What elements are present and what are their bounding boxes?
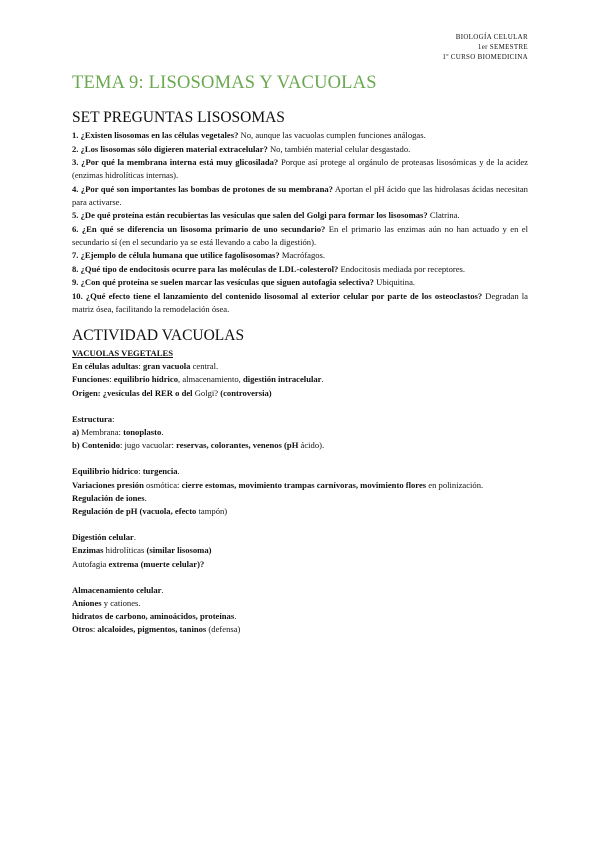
bold-text: digestión intracelular — [242, 374, 322, 385]
bold-text: Equilibrio hídrico — [72, 466, 139, 477]
note-line — [72, 360, 528, 373]
question-item — [72, 263, 528, 276]
question-text: 2. ¿Los lisosomas sólo digieren material extracelular? — [72, 143, 268, 154]
question-text: 9. ¿Con qué proteína se suelen marcar las vesículas que siguen autofagia selectiva? — [72, 277, 374, 287]
bold-text: (controversia) — [220, 387, 272, 398]
bold-text: equilibrio hídrico — [113, 374, 179, 385]
bold-text: Digestión celular — [72, 532, 134, 543]
note-line — [72, 426, 528, 439]
plain-text: (defensa) — [206, 624, 241, 635]
subheading-vacuolas-vegetales: VACUOLAS VEGETALES — [72, 348, 174, 358]
header-semester: 1er SEMESTRE — [477, 43, 528, 51]
bold-text: cierre estomas, movimiento trampas carnívoras, movimiento flores — [181, 479, 427, 490]
bold-text: gran vacuola — [142, 361, 191, 372]
question-text: 1. ¿Existen lisosomas en las células vegetales? — [72, 130, 239, 140]
bold-text: En células adultas — [72, 361, 139, 372]
answer-text: No, aunque las vacuolas cumplen funciones análogas. — [238, 130, 426, 140]
plain-text: hidrolíticas — [103, 545, 147, 556]
plain-text: . — [177, 466, 180, 477]
page-title: TEMA 9: LISOSOMAS Y VACUOLAS — [72, 73, 377, 93]
note-line — [72, 584, 528, 597]
note-line — [72, 479, 528, 492]
plain-text: : — [138, 361, 143, 372]
bold-text: turgencia — [142, 466, 178, 477]
section-heading-lisosomas: SET PREGUNTAS LISOSOMAS — [72, 109, 285, 126]
question-item — [72, 276, 528, 289]
question-item — [72, 183, 528, 209]
question-item — [72, 143, 528, 156]
spacer — [72, 571, 528, 584]
vacuolas-notes — [72, 347, 528, 637]
spacer — [72, 452, 528, 465]
plain-text: tampón) — [196, 506, 228, 517]
question-text: 4. ¿Por qué son importantes las bombas de protones de su membrana? — [72, 183, 333, 194]
answer-text: En el primario las enzimas aún no han actuado y en el secundario sí (en el secundario ya se está llevando a cabo la digestión). — [72, 223, 528, 247]
answer-text: Degradan la matriz ósea, facilitando la remodelación ósea. — [72, 290, 528, 314]
plain-text: . — [133, 532, 136, 543]
note-line — [72, 531, 528, 544]
answer-text: Aportan el pH ácido que las hidrolasas ácidas necesitan para activarse. — [72, 183, 528, 207]
bold-text: Variaciones presión — [72, 479, 144, 490]
note-line — [72, 373, 528, 386]
plain-text: : — [112, 413, 115, 424]
questions-list — [72, 129, 528, 316]
question-item — [72, 249, 528, 262]
bold-text: (similar lisosoma) — [146, 545, 212, 556]
note-line — [72, 544, 528, 557]
question-text: 7. ¿Ejemplo de célula humana que utilice fagolisosomas? — [72, 250, 280, 260]
plain-text: en polinización. — [426, 479, 484, 490]
header-subject: BIOLOGÍA CELULAR — [455, 33, 528, 41]
header-course: 1º CURSO BIOMEDICINA — [442, 53, 528, 61]
question-item — [72, 156, 528, 182]
bold-text: Origen: ¿vesículas del RER o del — [72, 387, 193, 398]
note-line — [72, 623, 528, 636]
answer-text: Endocitosis mediada por receptores. — [338, 263, 466, 274]
plain-text: cationes. — [110, 598, 141, 609]
question-item — [72, 223, 528, 249]
question-text: 8. ¿Qué tipo de endocitosis ocurre para las moléculas de LDL-colesterol? — [72, 263, 339, 274]
bold-text: Almacenamiento celular — [72, 584, 162, 595]
bold-text: hidratos de carbono, aminoácidos, proteínas — [72, 611, 235, 622]
plain-text: y — [101, 598, 111, 609]
plain-text: osmótica: — [143, 479, 182, 490]
question-text: 10. ¿Qué efecto tiene el lanzamiento del contenido lisosomal al exterior celular por parte de los osteoclastos? — [72, 290, 483, 301]
plain-text: . — [144, 492, 147, 503]
bold-text: alcaloides, pigmentos, taninos — [97, 624, 207, 635]
plain-text: Autofagia — [72, 558, 109, 569]
bold-text: Enzimas — [72, 545, 104, 556]
plain-text: : — [109, 374, 114, 385]
note-line — [72, 610, 528, 623]
plain-text: Membrana: — [79, 427, 124, 438]
answer-text: Porque así protege al orgánulo de proteasas lisosómicas y de la acidez (enzimas hidrolíticas internas). — [72, 157, 528, 180]
bold-text: Otros — [72, 624, 93, 635]
answer-text: Ubiquitina. — [373, 277, 416, 287]
answer-text: No, también material celular desgastado. — [267, 143, 411, 154]
plain-text: central. — [190, 361, 219, 372]
plain-text: . — [234, 611, 237, 622]
bold-text: reservas, colorantes, venenos (pH — [176, 440, 299, 451]
note-line — [72, 387, 528, 400]
question-item — [72, 129, 528, 142]
document-header — [442, 32, 528, 62]
bold-text: Regulación de pH (vacuola, efecto — [72, 506, 197, 517]
plain-text: . — [161, 584, 164, 595]
note-line — [72, 597, 528, 610]
plain-text: . — [321, 374, 324, 385]
bold-text: b) Contenido — [72, 440, 120, 451]
bold-text: Regulación de iones — [72, 492, 145, 503]
question-item — [72, 209, 528, 222]
answer-text: Clatrina. — [427, 210, 460, 220]
plain-text: : — [138, 466, 143, 477]
question-item — [72, 290, 528, 316]
spacer — [72, 400, 528, 413]
note-line — [72, 492, 528, 505]
note-line — [72, 558, 528, 571]
bold-text: Estructura — [72, 413, 113, 424]
plain-text: , almacenamiento, — [178, 374, 243, 385]
plain-text: : — [92, 624, 98, 635]
plain-text: ácido). — [298, 440, 325, 451]
answer-text: Macrófagos. — [279, 250, 326, 260]
bold-text: Funciones — [72, 374, 110, 385]
note-line — [72, 413, 528, 426]
spacer — [72, 518, 528, 531]
note-line — [72, 505, 528, 518]
bold-text: extrema (muerte celular)? — [108, 558, 205, 569]
plain-text: . — [161, 427, 164, 438]
plain-text: : jugo vacuolar: — [120, 440, 177, 451]
question-text: 5. ¿De qué proteína están recubiertas las vesículas que salen del Golgi para formar los lisosomas? — [72, 210, 428, 220]
bold-text: Aniones — [72, 598, 102, 609]
question-text: 3. ¿Por qué la membrana interna está muy glicosilada? — [72, 157, 279, 167]
note-line — [72, 439, 528, 452]
bold-text: tonoplasto — [123, 427, 162, 438]
question-text: 6. ¿En qué se diferencia un lisosoma primario de uno secundario? — [72, 223, 326, 234]
bold-text: a) — [72, 427, 80, 438]
note-line — [72, 465, 528, 478]
section-heading-vacuolas: ACTIVIDAD VACUOLAS — [72, 327, 245, 344]
plain-text: Golgi? — [192, 387, 221, 398]
